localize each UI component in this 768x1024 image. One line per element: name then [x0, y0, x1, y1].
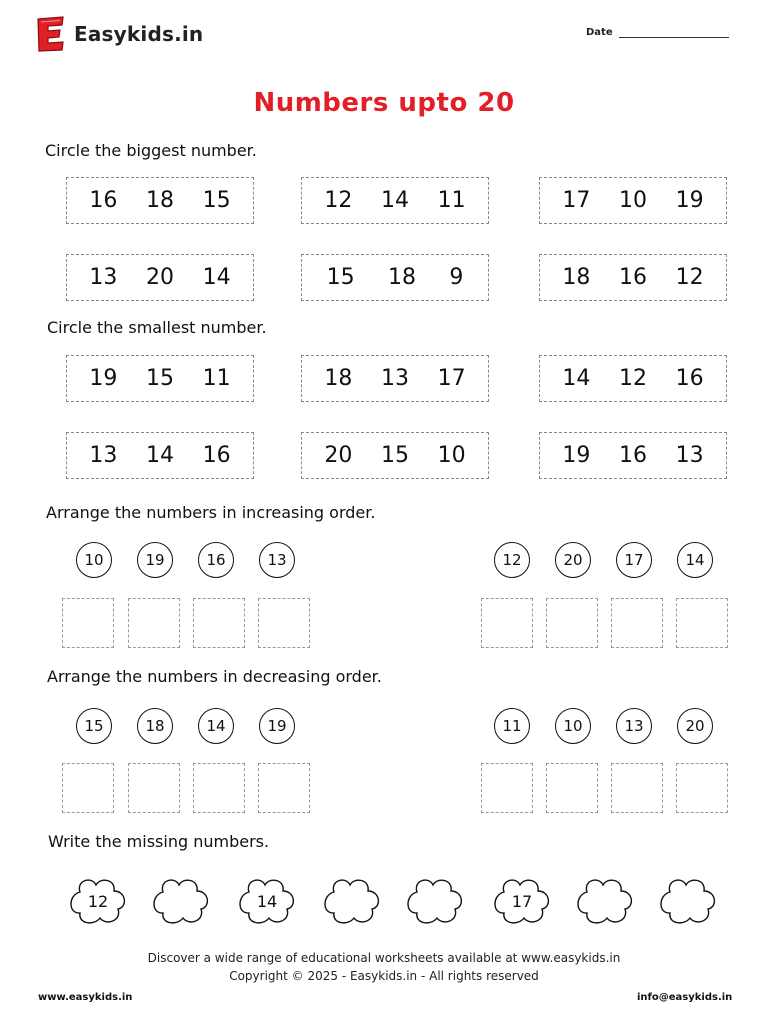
cloud[interactable] [403, 876, 467, 926]
box-number[interactable]: 18 [324, 366, 353, 391]
answer-box[interactable] [611, 598, 663, 648]
number-circle: 19 [259, 708, 295, 744]
cloud [235, 876, 299, 926]
cloud-number: 17 [511, 891, 533, 911]
instruction-smallest: Circle the smallest number. [47, 318, 267, 337]
number-box [66, 355, 254, 402]
cloud-number [320, 876, 384, 926]
number-box [539, 355, 727, 402]
instruction-increasing: Arrange the numbers in increasing order. [46, 503, 376, 522]
number-box [539, 432, 727, 479]
answer-box[interactable] [258, 763, 310, 813]
answer-box[interactable] [128, 598, 180, 648]
number-circle: 18 [137, 708, 173, 744]
answer-box[interactable] [481, 763, 533, 813]
box-number[interactable]: 14 [202, 265, 231, 290]
number-circle: 13 [616, 708, 652, 744]
box-number[interactable]: 13 [380, 366, 409, 391]
answer-box[interactable] [258, 598, 310, 648]
box-number[interactable]: 20 [145, 265, 174, 290]
date-label: Date [586, 27, 613, 38]
box-number[interactable]: 16 [675, 366, 704, 391]
number-circle: 11 [494, 708, 530, 744]
instruction-biggest: Circle the biggest number. [45, 141, 257, 160]
box-number[interactable]: 17 [562, 188, 591, 213]
cloud[interactable] [320, 876, 384, 926]
box-number[interactable]: 18 [387, 265, 416, 290]
answer-box[interactable] [128, 763, 180, 813]
number-box [301, 177, 489, 224]
cloud-number: 14 [256, 891, 278, 911]
box-number[interactable]: 19 [675, 188, 704, 213]
page-title: Numbers upto 20 [253, 88, 515, 118]
box-number[interactable]: 9 [449, 265, 464, 290]
box-number[interactable]: 12 [618, 366, 647, 391]
box-number[interactable]: 14 [145, 443, 174, 468]
box-number[interactable]: 13 [89, 443, 118, 468]
box-number[interactable]: 12 [324, 188, 353, 213]
footer-line-2: Copyright © 2025 - Easykids.in - All rights reserved [229, 969, 539, 983]
number-circle: 20 [555, 542, 591, 578]
number-box [301, 254, 489, 301]
box-number[interactable]: 17 [437, 366, 466, 391]
number-box [66, 177, 254, 224]
box-number[interactable]: 15 [326, 265, 355, 290]
box-number[interactable]: 15 [380, 443, 409, 468]
number-circle: 10 [555, 708, 591, 744]
box-number[interactable]: 19 [89, 366, 118, 391]
number-box [66, 254, 254, 301]
cloud-number: 12 [87, 891, 109, 911]
cloud [66, 876, 130, 926]
box-number[interactable]: 14 [562, 366, 591, 391]
number-circle: 14 [198, 708, 234, 744]
number-circle: 10 [76, 542, 112, 578]
box-number[interactable]: 11 [202, 366, 231, 391]
number-circle: 13 [259, 542, 295, 578]
number-circle: 19 [137, 542, 173, 578]
box-number[interactable]: 12 [675, 265, 704, 290]
cloud[interactable] [149, 876, 213, 926]
instruction-decreasing: Arrange the numbers in decreasing order. [47, 667, 382, 686]
brand-name: Easykids.in [74, 22, 204, 46]
box-number[interactable]: 18 [145, 188, 174, 213]
cloud-number [573, 876, 637, 926]
box-number[interactable]: 16 [618, 265, 647, 290]
number-circle: 15 [76, 708, 112, 744]
instruction-missing: Write the missing numbers. [48, 832, 270, 851]
number-circle: 16 [198, 542, 234, 578]
brand-logo [36, 16, 203, 52]
footer-line-1: Discover a wide range of educational worksheets available at www.easykids.in [147, 951, 621, 965]
cloud-number [403, 876, 467, 926]
box-number[interactable]: 18 [562, 265, 591, 290]
answer-box[interactable] [62, 763, 114, 813]
answer-box[interactable] [546, 598, 598, 648]
box-number[interactable]: 10 [618, 188, 647, 213]
cloud[interactable] [573, 876, 637, 926]
number-box [301, 432, 489, 479]
number-box [301, 355, 489, 402]
answer-box[interactable] [676, 598, 728, 648]
box-number[interactable]: 15 [202, 188, 231, 213]
footer-website: www.easykids.in [38, 992, 133, 1003]
answer-box[interactable] [481, 598, 533, 648]
cloud-number [656, 876, 720, 926]
box-number[interactable]: 13 [675, 443, 704, 468]
number-box [539, 254, 727, 301]
cloud [490, 876, 554, 926]
date-line [619, 27, 729, 38]
box-number[interactable]: 14 [380, 188, 409, 213]
box-number[interactable]: 13 [89, 265, 118, 290]
answer-box[interactable] [611, 763, 663, 813]
box-number[interactable]: 19 [562, 443, 591, 468]
number-circle: 12 [494, 542, 530, 578]
answer-box[interactable] [193, 763, 245, 813]
box-number[interactable]: 16 [202, 443, 231, 468]
number-circle: 17 [616, 542, 652, 578]
box-number[interactable]: 11 [437, 188, 466, 213]
box-number[interactable]: 16 [618, 443, 647, 468]
box-number[interactable]: 20 [324, 443, 353, 468]
cloud-number [149, 876, 213, 926]
box-number[interactable]: 16 [89, 188, 118, 213]
number-box [539, 177, 727, 224]
number-circle: 14 [677, 542, 713, 578]
answer-box[interactable] [546, 763, 598, 813]
number-circle: 20 [677, 708, 713, 744]
box-number[interactable]: 10 [437, 443, 466, 468]
cloud[interactable] [656, 876, 720, 926]
answer-box[interactable] [676, 763, 728, 813]
box-number[interactable]: 15 [145, 366, 174, 391]
easykids-logo-icon [36, 16, 66, 52]
date-field [586, 27, 729, 38]
answer-box[interactable] [193, 598, 245, 648]
footer-email: info@easykids.in [637, 992, 733, 1003]
answer-box[interactable] [62, 598, 114, 648]
number-box [66, 432, 254, 479]
